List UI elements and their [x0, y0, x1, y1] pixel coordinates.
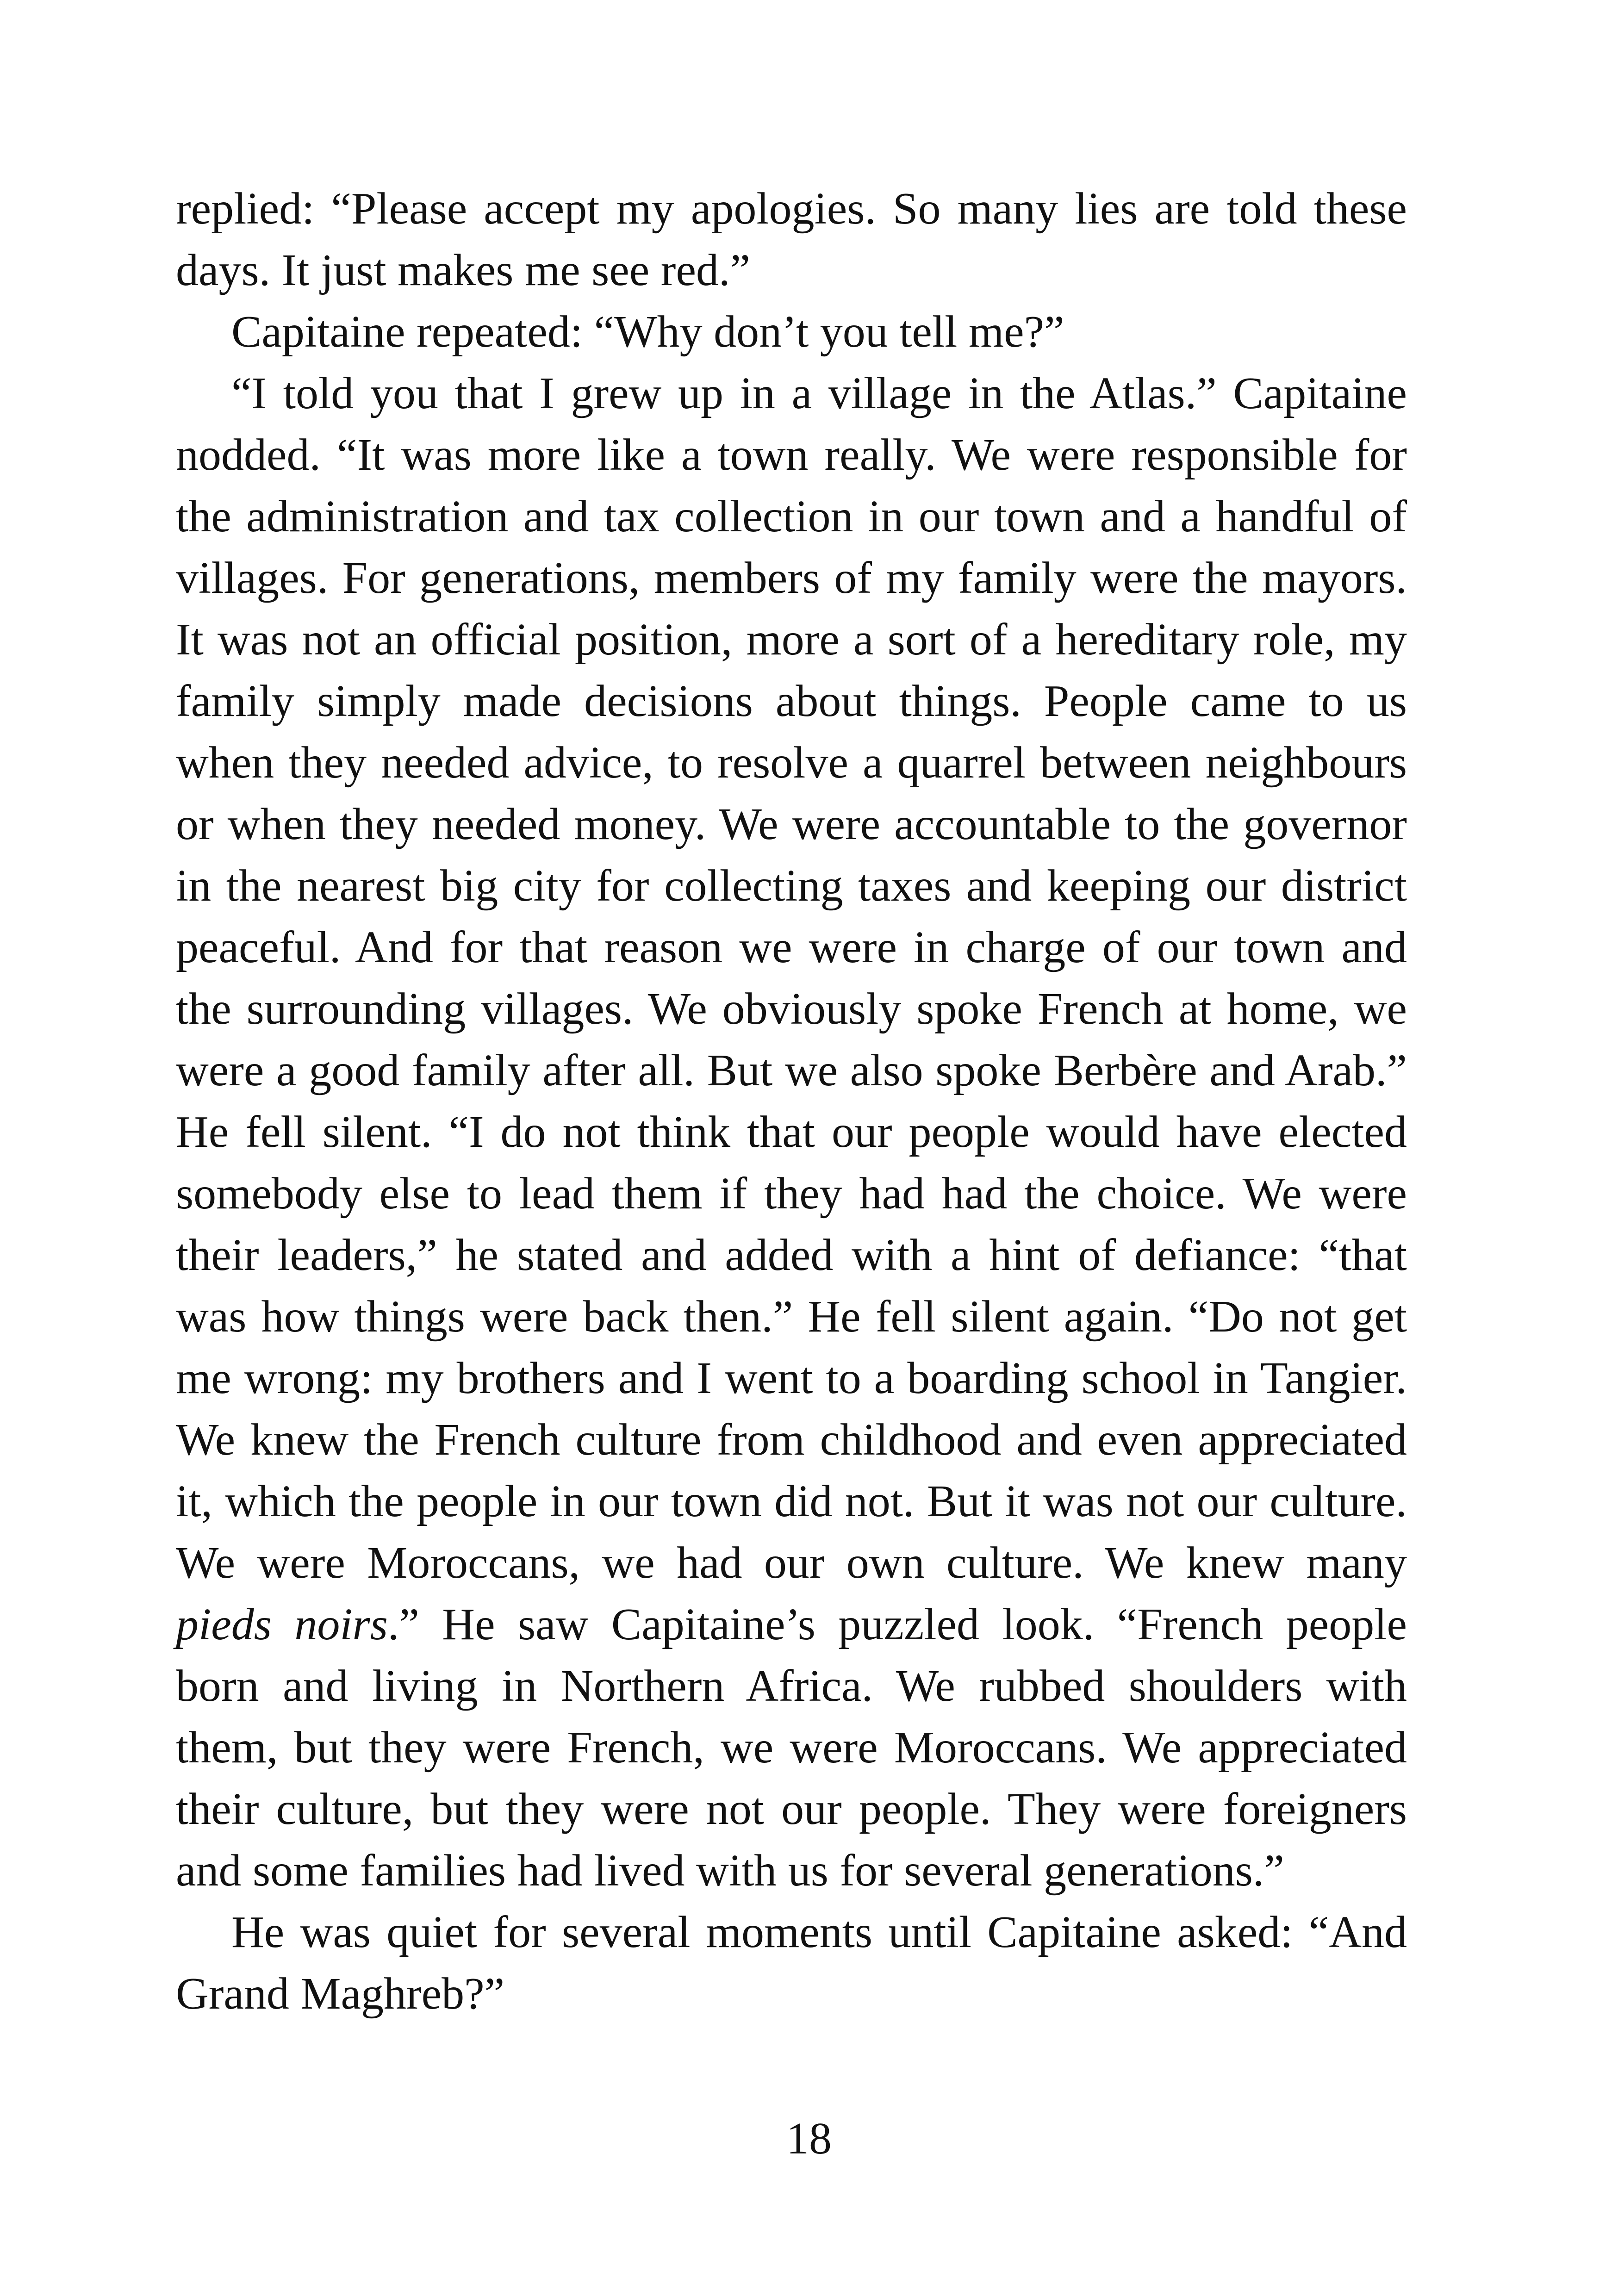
paragraph	[176, 301, 1407, 363]
paragraph-text: replied: “Please accept my apologies. So many lies are told these days. It just makes me see red.”	[176, 184, 1407, 295]
paragraph	[176, 363, 1407, 1902]
paragraph-text: “I told you that I grew up in a village in the Atlas.” Capitaine nodded. “It was more like a town really. We were responsible for the administration and tax collection in our town and a handful of villages. For generations, members of my family were the mayors. It was not an official position, more a sort of a hereditary role, my family simply made decisions about things. People came to us when they needed advice, to resolve a quarrel between neighbours or when they needed money. We were accountable to the governor in the nearest big city for collecting taxes and keeping our district peaceful. And for that reason we were in charge of our town and the surrounding villages. We obviously spoke French at home, we were a good family after all. But we also spoke Berbère and Arab.” He fell silent. “I do not think that our people would have elected somebody else to lead them if they had had the choice. We were their leaders,” he stated and added with a hint of defiance: “that was how things were back then.” He fell silent again. “Do not get me wrong: my brothers and I went to a boarding school in Tangier. We knew the French culture from childhood and even appreciated it, which the people in our town did not. But it was not our culture. We were Moroccans, we had our own culture. We knew many	[176, 368, 1407, 1588]
italic-phrase: pieds noirs	[176, 1599, 388, 1649]
body-text	[176, 178, 1407, 2025]
page-number: 18	[786, 2114, 832, 2164]
paragraph	[176, 1902, 1407, 2025]
paragraph-text: Capitaine repeated: “Why don’t you tell me?”	[231, 307, 1064, 357]
paragraph-text: He was quiet for several moments until Capitaine asked: “And Grand Maghreb?”	[176, 1907, 1407, 2019]
paragraph-text: .” He saw Capitaine’s puzzled look. “French people born and living in Northern Africa. We rubbed shoulders with them, but they were French, we were Moroccans. We appreciated their culture, but they were not our people. They were foreigners and some families had lived with us for several generations.”	[176, 1599, 1407, 1896]
paragraph-continued	[176, 178, 1407, 301]
